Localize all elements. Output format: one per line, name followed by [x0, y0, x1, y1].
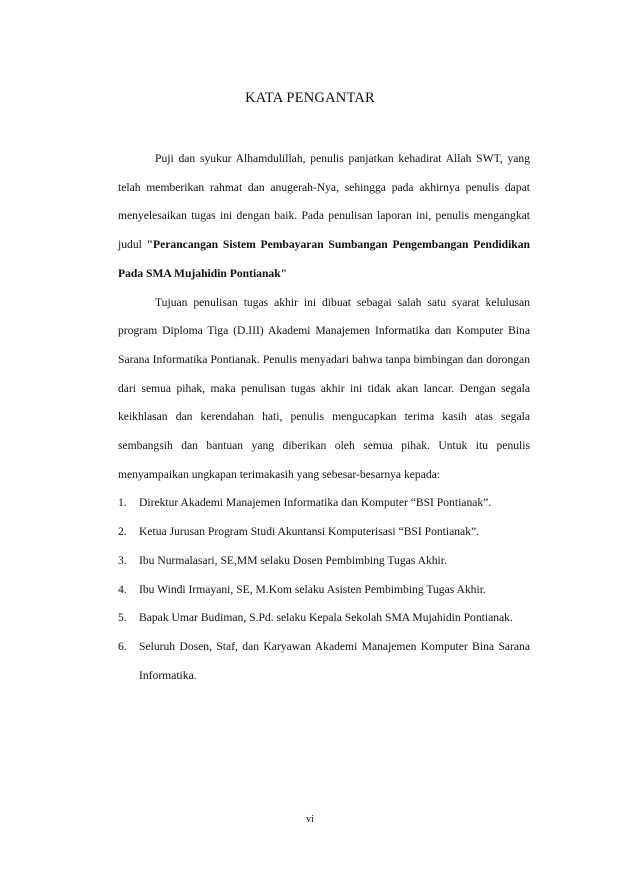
page-title: KATA PENGANTAR [245, 90, 375, 106]
list-item-text: Bapak Umar Budiman, S.Pd. selaku Kepala Sekolah SMA Mujahidin Pontianak. [139, 611, 513, 625]
list-item-number: 3. [118, 553, 127, 567]
list-item-number: 2. [118, 525, 127, 539]
list-item-text: Ibu Nurmalasari, SE,MM selaku Dosen Pembimbing Tugas Akhir. [139, 553, 447, 567]
list-item [118, 518, 530, 547]
list-item [118, 604, 530, 633]
list-item-number: 5. [118, 611, 127, 625]
list-item-text: Ketua Jurusan Program Studi Akuntansi Komputerisasi “BSI Pontianak”. [139, 525, 480, 539]
list-item-text: Ibu Windi Irmayani, SE, M.Kom selaku Asisten Pembimbing Tugas Akhir. [139, 582, 486, 596]
list-item [118, 633, 530, 690]
list-item-number: 6. [118, 639, 127, 653]
list-item [118, 547, 530, 576]
paragraph-intro-text: Puji dan syukur Alhamdulillah, penulis panjatkan kehadirat Allah SWT, yang telah memberikan rahmat dan anugerah-Nya, sehingga pada akhirnya penulis dapat menyelesaikan tugas ini dengan baik. Pada penulisan laporan ini, penulis mengangkat judul [118, 152, 530, 252]
list-item-number: 4. [118, 582, 127, 596]
list-item [118, 576, 530, 605]
thesis-title: "Perancangan Sistem Pembayaran Sumbangan Pengembangan Pendidikan Pada SMA Mujahidin Pontianak" [118, 238, 530, 280]
acknowledgement-list [118, 489, 530, 690]
list-item [118, 489, 530, 518]
page-number: vi [306, 814, 314, 825]
list-item-number: 1. [118, 496, 127, 510]
list-item-text: Seluruh Dosen, Staf, dan Karyawan Akademi Manajemen Komputer Bina Sarana Informatika. [139, 639, 530, 682]
paragraph-intro [118, 145, 530, 289]
list-item-text: Direktur Akademi Manajemen Informatika dan Komputer “BSI Pontianak”. [139, 496, 492, 510]
paragraph-purpose: Tujuan penulisan tugas akhir ini dibuat sebagai salah satu syarat kelulusan program Diploma Tiga (D.III) Akademi Manajemen Informatika dan Komputer Bina Sarana Informatika Pontianak. Penulis menyadari bahwa tanpa bimbingan dan dorongan dari semua pihak, maka penulisan tugas akhir ini tidak akan lancar. Dengan segala keikhlasan dan kerendahan hati, penulis mengucapkan terima kasih atas segala sembangsih dan bantuan yang diberikan oleh semua pihak. Untuk itu penulis menyampaikan ungkapan terimakasih yang sebesar-besarnya kepada: [118, 295, 530, 481]
body-text [118, 145, 530, 690]
